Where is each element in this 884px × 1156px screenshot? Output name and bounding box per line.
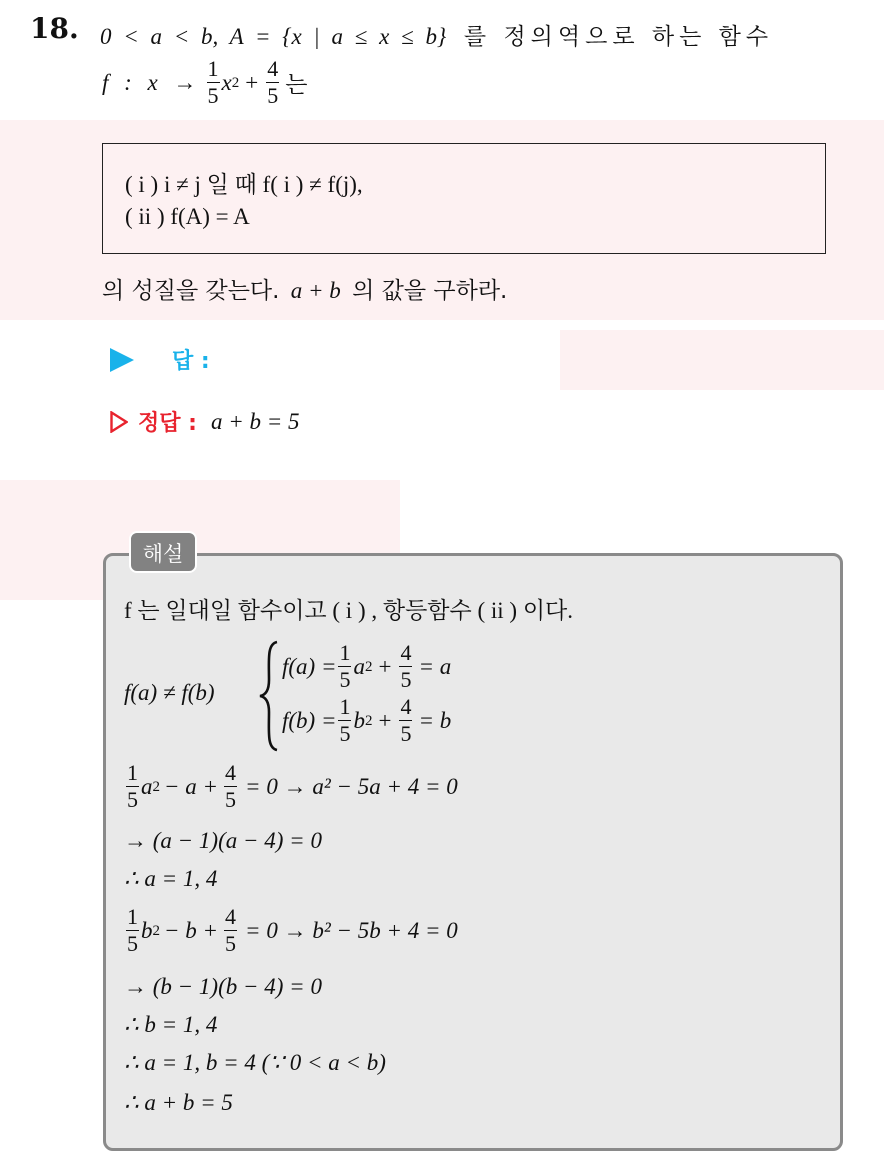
answer-label: 답 : (172, 349, 210, 374)
frac-den: 5 (267, 83, 279, 108)
condition-2: ( ii ) f(A) = A (125, 204, 250, 229)
combined-result-line: ∴ a = 1, b = 4 (∵ 0 < a < b) (124, 1050, 386, 1075)
left-brace-icon (258, 640, 280, 752)
eq-mid: − a + (164, 773, 219, 799)
function-mapping: f : x → (102, 69, 197, 95)
eq-lhs: f(b) = (282, 707, 337, 733)
final-answer-line: ∴ a + b = 5 (124, 1090, 233, 1115)
fraction-four-fifths (266, 58, 279, 107)
play-triangle-icon (110, 348, 134, 372)
answer-row (110, 344, 210, 375)
frac-num: 1 (339, 694, 351, 719)
prompt-math: a + b (290, 278, 341, 303)
frac-num: 4 (225, 760, 237, 785)
condition-1: ( i ) i ≠ j 일 때 f( i ) ≠ f(j), (125, 172, 363, 197)
eq-rhs: = b (418, 707, 452, 733)
fraction (399, 642, 412, 691)
frac-num: 4 (225, 904, 237, 929)
watermark-block (560, 330, 884, 390)
frac-den: 5 (339, 721, 351, 746)
eq-tail: = 0 → a² − 5a + 4 = 0 (245, 773, 458, 799)
fraction (338, 696, 351, 745)
frac-num: 1 (127, 760, 138, 785)
question-number: 18. (30, 12, 79, 45)
correct-answer-label: 정답 : (138, 411, 197, 436)
frac-den: 5 (225, 931, 237, 956)
brace-top-equation: f(a) = $\frac{1}{5}$ a 2 + $\frac{4}{5}$ = a (282, 640, 452, 692)
variable-x: x (221, 69, 232, 95)
frac-den: 5 (127, 931, 138, 956)
plus-sign: + (245, 69, 259, 95)
fraction (126, 762, 139, 811)
frac-num: 4 (267, 56, 279, 81)
question-line-1 (100, 18, 773, 51)
domain-definition: 0 < a < b, A = {x | a ≤ x ≤ b} (100, 24, 447, 49)
factor-b-line: → (b − 1)(b − 4) = 0 (124, 974, 322, 999)
question-line-2: f : x → $\frac{1}{5}$ x 2 + $\frac{4}{5}$ 는 (102, 56, 308, 108)
fraction (338, 642, 351, 691)
quadratic-b-line: $\frac{1}{5}$ b 2 − b + $\frac{4}{5}$ = 0 → b² − 5b + 4 = 0 (127, 904, 458, 956)
question-text-1: 를 정의역으로 하는 함수 (463, 24, 774, 50)
factor-a-line: → (a − 1)(a − 4) = 0 (124, 828, 322, 853)
quadratic-a-line: $\frac{1}{5}$ a 2 − a + $\frac{4}{5}$ = 0 → a² − 5a + 4 = 0 (127, 760, 458, 812)
var: b (353, 707, 365, 733)
eq-tail: = 0 → b² − 5b + 4 = 0 (245, 917, 458, 943)
eq-rhs: = a (418, 653, 452, 679)
solution-line-1: f 는 일대일 함수이고 ( i ) , 항등함수 ( ii ) 이다. (124, 598, 574, 623)
frac-num: 1 (127, 904, 138, 929)
fraction-one-fifth (207, 58, 220, 107)
frac-den: 5 (339, 667, 351, 692)
frac-den: 5 (400, 721, 412, 746)
eq-mid: − b + (164, 917, 219, 943)
solution-tab: 해설 (129, 531, 197, 573)
fraction (224, 906, 237, 955)
brace-bottom-equation: f(b) = $\frac{1}{5}$ b 2 + $\frac{4}{5}$ = b (282, 694, 452, 746)
question-text-2: 는 (285, 72, 308, 98)
fraction (399, 696, 412, 745)
outline-triangle-icon (110, 411, 128, 433)
eq-lhs: f(a) = (282, 653, 337, 679)
frac-den: 5 (207, 83, 219, 108)
prompt-line (102, 272, 507, 305)
var: b (141, 917, 153, 943)
var: a (353, 653, 365, 679)
prompt-text-after: 의 값을 구하라. (352, 278, 508, 304)
frac-num: 1 (207, 56, 219, 81)
result-b-line: ∴ b = 1, 4 (124, 1012, 218, 1037)
frac-num: 4 (400, 640, 412, 665)
correct-answer-value: a + b = 5 (210, 408, 300, 434)
frac-num: 1 (339, 640, 351, 665)
conditions-box (102, 143, 826, 254)
frac-den: 5 (127, 787, 138, 812)
prompt-text-before: 의 성질을 갖는다. (102, 278, 280, 304)
brace-left-expr: f(a) ≠ f(b) (124, 680, 215, 705)
frac-num: 4 (400, 694, 412, 719)
frac-den: 5 (400, 667, 412, 692)
result-a-line: ∴ a = 1, 4 (124, 866, 218, 891)
correct-answer-row (110, 406, 300, 437)
frac-den: 5 (225, 787, 237, 812)
fraction (224, 762, 237, 811)
var: a (141, 773, 153, 799)
fraction (126, 906, 139, 955)
